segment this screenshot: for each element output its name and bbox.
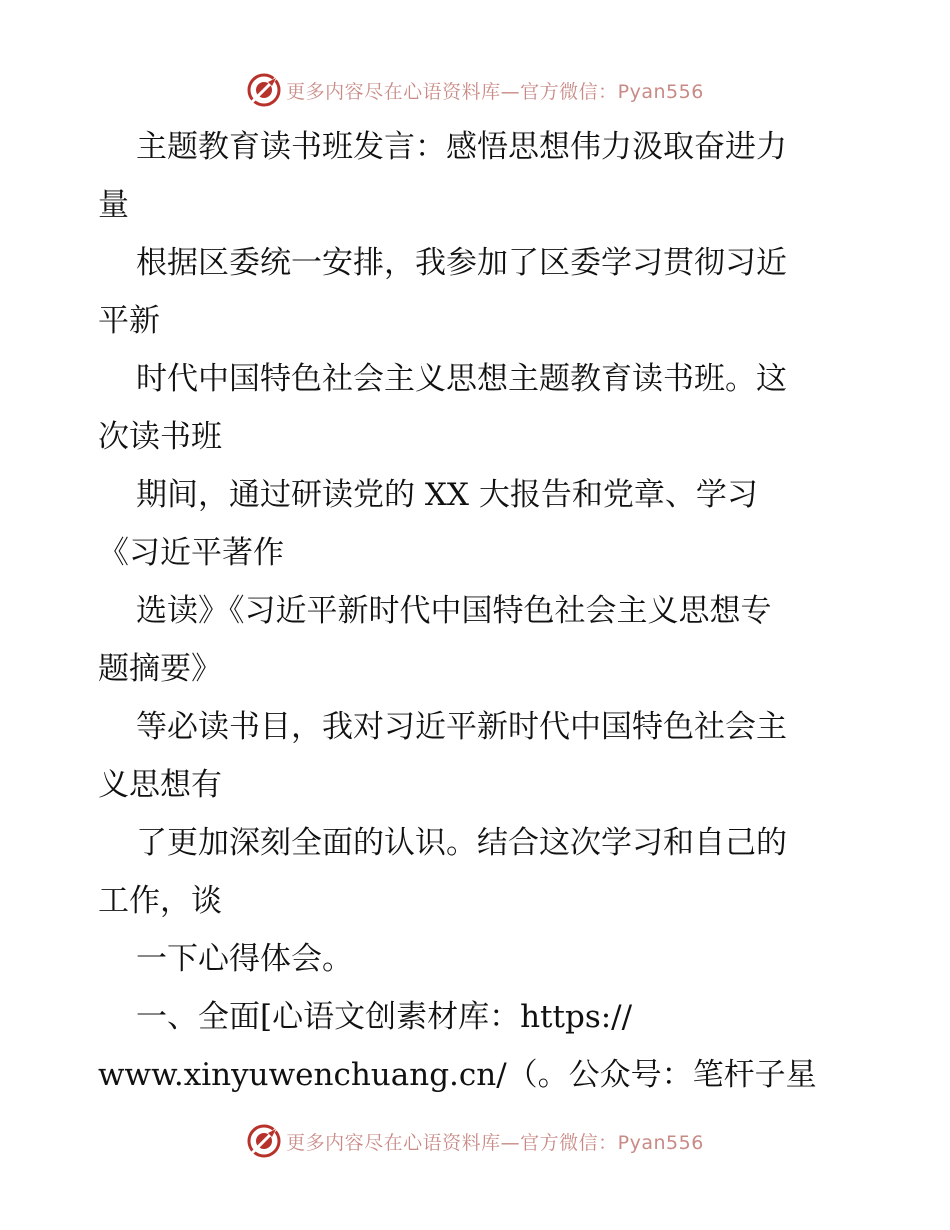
footer-banner — [0, 1119, 950, 1163]
header-banner-text: 更多内容尽在心语资料库—官方微信：Pyan556 — [286, 80, 704, 103]
document-body — [98, 118, 858, 1104]
header-banner — [0, 68, 950, 112]
text-line: 了更加深刻全面的认识。结合这次学习和自己的 — [136, 825, 787, 861]
text-line: 次读书班 — [98, 419, 222, 455]
seal-logo-icon — [246, 72, 282, 108]
text-line: 平新 — [98, 303, 160, 339]
text-line: www.xinyuwenchuang.cn/（。公众号：笔杆子星 — [98, 1057, 817, 1093]
text-line: 主题教育读书班发言：感悟思想伟力汲取奋进力 — [136, 129, 787, 165]
text-line: 义思想有 — [98, 767, 222, 803]
text-line: 等必读书目，我对习近平新时代中国特色社会主 — [136, 709, 787, 745]
text-line: 期间，通过研读党的 XX 大报告和党章、学习 — [136, 477, 758, 513]
text-line: 题摘要》 — [98, 651, 222, 687]
text-line: 一、全面[心语文创素材库：https:// — [136, 999, 633, 1035]
text-line: 根据区委统一安排，我参加了区委学习贯彻习近 — [136, 245, 787, 281]
seal-logo-icon — [246, 1123, 282, 1159]
text-line: 一下心得体会。 — [136, 941, 353, 977]
text-line: 量 — [98, 187, 129, 223]
text-line: 工作，谈 — [98, 883, 222, 919]
text-line: 选读》《习近平新时代中国特色社会主义思想专 — [136, 593, 772, 629]
text-line: 时代中国特色社会主义思想主题教育读书班。这 — [136, 361, 787, 397]
text-line: 《习近平著作 — [98, 535, 284, 571]
footer-banner-text: 更多内容尽在心语资料库—官方微信：Pyan556 — [286, 1131, 704, 1154]
